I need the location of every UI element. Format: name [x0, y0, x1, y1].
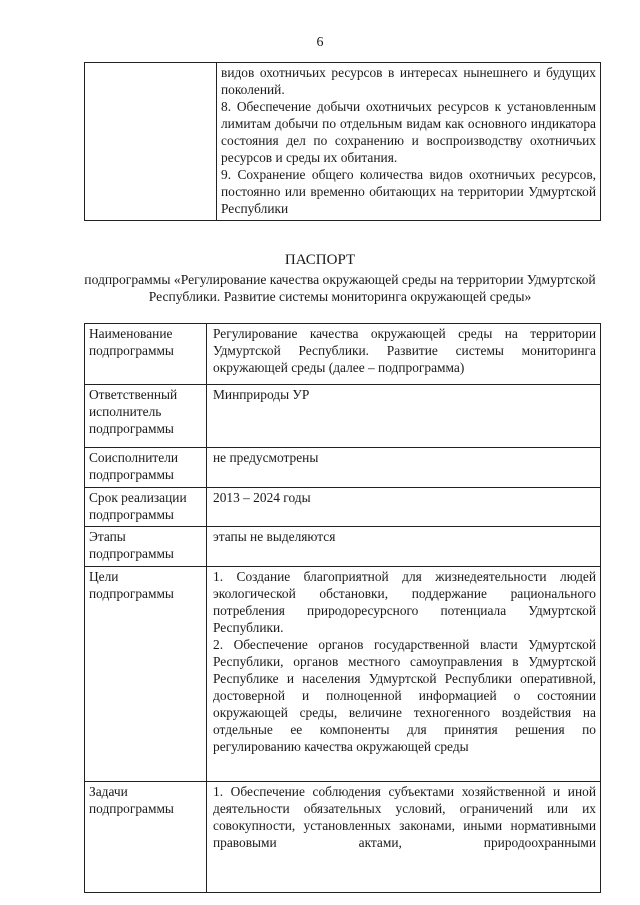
row-label: Наименование подпрограммы: [85, 324, 207, 385]
row-label: Ответственный исполнитель подпрограммы: [85, 385, 207, 448]
continuation-paragraph-2: 8. Обеспечение добычи охотничьих ресурсов к установленным лимитам добычи по отдельным видам как основного индикатора состояния дел по сохранению и воспроизводству охотничьих ресурсов и среды их обитания.: [221, 99, 596, 165]
table-row: [85, 385, 601, 448]
table-row: [85, 63, 601, 221]
row-label: Соисполнители подпрограммы: [85, 448, 207, 488]
row-value: этапы не выделяются: [207, 527, 601, 567]
table-row: [85, 527, 601, 567]
goal-paragraph-1: 1. Создание благоприятной для жизнедеятельности людей экологической обстановки, поддержание рационального потребления природоресурсного потенциала Удмуртской Республики.: [213, 569, 596, 635]
table-row: [85, 448, 601, 488]
page-number: 6: [316, 35, 324, 50]
row-value: Минприроды УР: [207, 385, 601, 448]
row-label: Этапы подпрограммы: [85, 527, 207, 567]
continuation-cell: [217, 63, 601, 221]
row-value: Регулирование качества окружающей среды на территории Удмуртской Республики. Развитие системы мониторинга окружающей среды (далее – подпрограмма): [207, 324, 601, 385]
row-value: 2013 – 2024 годы: [207, 488, 601, 527]
passport-subtitle: подпрограммы «Регулирование качества окружающей среды на территории Удмуртской Республики. Развитие системы мониторинга окружающей среды»: [84, 272, 596, 304]
goal-paragraph-2: 2. Обеспечение органов государственной власти Удмуртской Республики, органов местного самоуправления в Удмуртской Республике и населения Удмуртской Республики оперативной, достоверной и полноценной информацией о состоянии окружающей среды, величине техногенного воздействия на отдельные ее компоненты для принятия решения по регулированию качества окружающей среды: [213, 637, 596, 754]
continuation-paragraph-1: видов охотничьих ресурсов в интересах нынешнего и будущих поколений.: [221, 65, 596, 97]
empty-label-cell: [85, 63, 217, 221]
passport-title: ПАСПОРТ: [284, 252, 356, 268]
row-label: Задачи подпрограммы: [85, 782, 207, 893]
table-row: [85, 567, 601, 782]
row-label: Срок реализации подпрограммы: [85, 488, 207, 527]
passport-table: [84, 323, 601, 893]
row-value: 1. Обеспечение соблюдения субъектами хозяйственной и иной деятельности обязательных условий, ограничений или их совокупности, установленных законами, иными нормативными правовыми актами, природоохранными: [207, 782, 601, 893]
row-value: [207, 567, 601, 782]
continuation-table: [84, 62, 601, 221]
table-row: [85, 782, 601, 893]
table-row: [85, 324, 601, 385]
continuation-paragraph-3: 9. Сохранение общего количества видов охотничьих ресурсов, постоянно или временно обитающих на территории Удмуртской Республики: [221, 167, 596, 216]
row-label: Цели подпрограммы: [85, 567, 207, 782]
row-value: не предусмотрены: [207, 448, 601, 488]
table-row: [85, 488, 601, 527]
